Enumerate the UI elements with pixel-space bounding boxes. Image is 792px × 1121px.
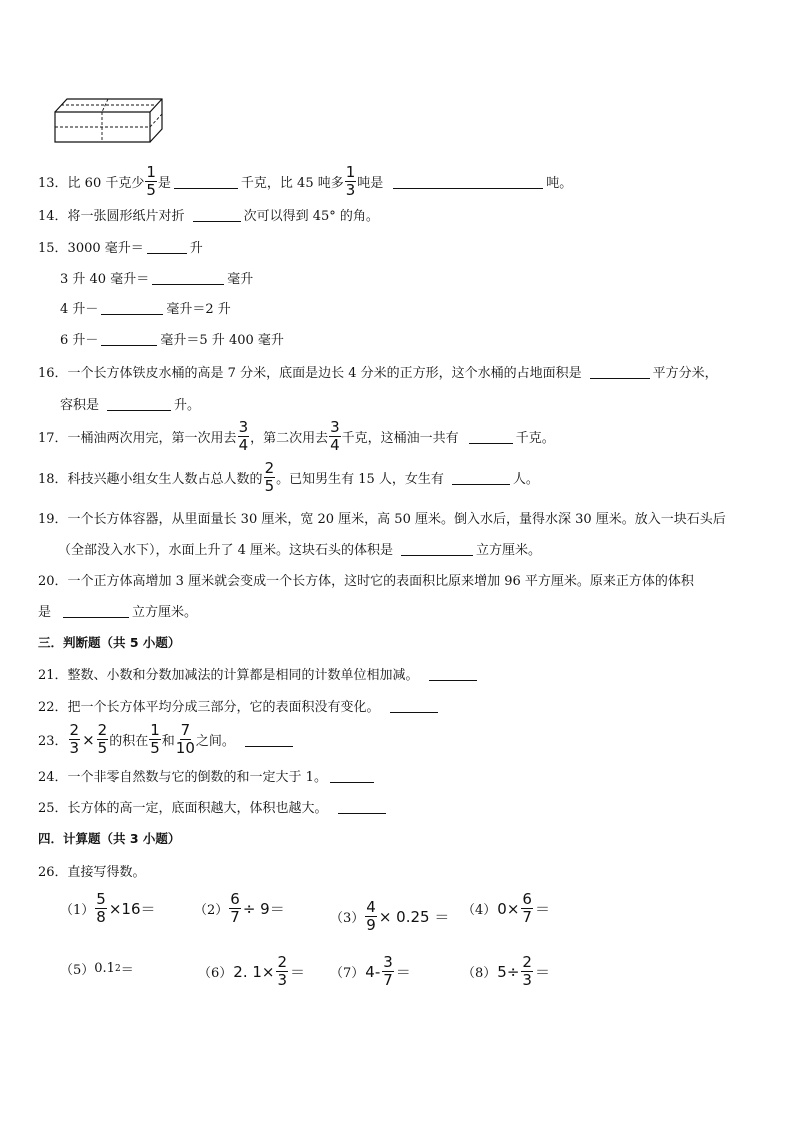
calc-prefix: 2. 1× [233, 962, 275, 981]
question-15-line-2 [60, 268, 253, 287]
q15-l3-text-b: 毫升＝2 升 [166, 302, 231, 317]
frac-num: 2 [69, 721, 80, 739]
q23-text-a: 的积在 [109, 734, 149, 749]
calc-expression: ×16＝ [108, 900, 156, 918]
q23-fraction-3 [149, 723, 161, 756]
frac-num: 4 [366, 898, 376, 916]
calc-label: （6） [198, 966, 233, 981]
q13-text-a: 比 60 千克少 [67, 176, 145, 191]
question-14 [38, 205, 379, 224]
q20-text-c: 立方厘米。 [132, 605, 198, 620]
q15-l4-text-b: 毫升＝5 升 400 毫升 [160, 333, 284, 348]
q16-number: 16． [38, 366, 68, 381]
q20-text-b: 是 [38, 605, 52, 620]
question-15-line-1 [38, 237, 203, 256]
q17-fraction-1 [238, 420, 250, 453]
calc-label: （3） [330, 911, 365, 926]
frac-den: 5 [146, 181, 156, 199]
q13-answer-blank-1[interactable] [174, 174, 238, 189]
q17-number: 17． [38, 431, 68, 446]
q17-text-b: ，第二次用去 [250, 431, 329, 446]
calc-label: （1） [60, 903, 95, 918]
calc-expression: ＝ [395, 963, 411, 981]
q18-text-c: 人。 [512, 472, 539, 487]
calc-expression: ＝ [290, 963, 306, 981]
calc-prefix: 4- [365, 962, 381, 981]
frac-den: 4 [238, 436, 249, 454]
q17-fraction-2 [329, 420, 341, 453]
calc-base: 0.1 [94, 961, 115, 976]
calc-expression: ＝ [534, 963, 550, 981]
q20-text-a: 一个正方体高增加 3 厘米就会变成一个长方体，这时它的表面积比原来增加 96 平方厘米。原来正方体的体积 [67, 574, 694, 589]
q24-number: 24． [38, 770, 68, 785]
q19-text-c: 立方厘米。 [476, 543, 542, 558]
frac-num: 6 [230, 890, 240, 908]
question-15-line-4 [60, 329, 284, 348]
frac-num: 2 [264, 459, 275, 477]
q23-text-c: 之间。 [195, 734, 235, 749]
question-25 [38, 797, 389, 816]
q15-l3-text-a: 4 升－ [60, 302, 99, 317]
q13-fraction-2 [345, 165, 357, 198]
q21-answer-blank[interactable] [429, 666, 477, 681]
calc-item-6 [198, 955, 306, 988]
frac-num: 7 [180, 721, 191, 739]
q13-text-d: 吨是 [357, 176, 384, 191]
question-16-line-1 [38, 362, 718, 381]
q14-number: 14． [38, 209, 68, 224]
q14-text-b: 次可以得到 45° 的角。 [243, 209, 379, 224]
frac-den: 5 [150, 739, 160, 757]
frac-den: 5 [97, 739, 108, 757]
question-16-line-2 [60, 394, 200, 413]
frac-den: 3 [277, 971, 288, 989]
q17-text-c: 千克，这桶油一共有 [341, 431, 459, 446]
frac-num: 2 [97, 721, 108, 739]
question-17 [38, 420, 555, 453]
q23-answer-blank[interactable] [245, 732, 293, 747]
calc-expression: ÷ 9＝ [242, 900, 285, 918]
q22-text: 把一个长方体平均分成三部分，它的表面积没有变化。 [67, 700, 380, 715]
q15-answer-blank-1[interactable] [147, 239, 187, 254]
frac-den: 3 [345, 181, 356, 199]
calc-label: （5） [60, 963, 95, 978]
q16-text-c: 容积是 [60, 398, 100, 413]
q23-fraction-2 [97, 723, 109, 756]
question-13 [38, 165, 572, 198]
q17-text-a: 一桶油两次用完，第一次用去 [67, 431, 237, 446]
question-21 [38, 664, 480, 683]
times-symbol: × [82, 730, 95, 749]
section-3-heading: 三．判断题（共 5 小题） [38, 635, 181, 650]
question-20-line-1 [38, 570, 694, 589]
frac-num: 3 [238, 418, 249, 436]
calc-fraction [229, 892, 241, 925]
calc-item-3 [330, 900, 450, 933]
q20-number: 20． [38, 574, 68, 589]
q13-answer-blank-2[interactable] [393, 174, 543, 189]
frac-den: 10 [175, 739, 195, 757]
q24-answer-blank[interactable] [330, 768, 374, 783]
calc-exponent: 2 [114, 963, 121, 974]
calc-item-1 [60, 892, 156, 925]
q21-text: 整数、小数和分数加减法的计算都是相同的计数单位相加减。 [67, 668, 419, 683]
calc-prefix: 0× [497, 899, 520, 918]
frac-num: 1 [345, 163, 356, 181]
q13-number: 13． [38, 176, 68, 191]
cuboid-figure [50, 94, 166, 146]
q14-answer-blank[interactable] [193, 207, 241, 222]
q22-number: 22． [38, 700, 68, 715]
q25-text: 长方体的高一定，底面积越大，体积也越大。 [67, 801, 328, 816]
q20-answer-blank[interactable] [63, 603, 129, 618]
q23-number: 23． [38, 734, 68, 749]
q23-text-b: 和 [161, 734, 175, 749]
q15-answer-blank-2[interactable] [152, 270, 224, 285]
q17-answer-blank[interactable] [469, 429, 513, 444]
q15-l1-text-b: 升 [189, 241, 203, 256]
q23-fraction-4 [176, 723, 195, 756]
section-4-heading: 四．计算题（共 3 小题） [38, 831, 181, 846]
q19-number: 19． [38, 512, 68, 527]
q18-text-b: 。已知男生有 15 人，女生有 [276, 472, 444, 487]
question-26 [38, 861, 146, 880]
q13-fraction-1 [145, 165, 157, 198]
calc-expression: × 0.25 ＝ [378, 908, 450, 926]
frac-num: 3 [383, 953, 393, 971]
q15-answer-blank-3[interactable] [101, 300, 163, 315]
question-15-line-3 [60, 298, 231, 317]
q15-l4-text-a: 6 升－ [60, 333, 99, 348]
q19-answer-blank[interactable] [401, 541, 473, 556]
q19-text-b: （全部没入水下），水面上升了 4 厘米。这块石头的体积是 [58, 543, 394, 558]
q13-text-b: 是 [157, 176, 171, 191]
frac-den: 5 [264, 477, 275, 495]
calc-label: （4） [462, 903, 497, 918]
calc-label: （2） [194, 903, 229, 918]
question-24 [38, 766, 377, 785]
frac-num: 1 [150, 721, 160, 739]
frac-num: 1 [146, 163, 156, 181]
frac-den: 7 [383, 971, 393, 989]
frac-num: 3 [330, 418, 340, 436]
q22-answer-blank[interactable] [390, 698, 438, 713]
frac-num: 2 [277, 953, 288, 971]
q15-l2-text-a: 3 升 40 毫升＝ [60, 272, 150, 287]
question-19-line-2 [58, 539, 541, 558]
q25-number: 25． [38, 801, 68, 816]
q17-text-d: 千克。 [515, 431, 555, 446]
frac-den: 8 [96, 908, 106, 926]
calc-fraction [95, 892, 107, 925]
q18-fraction [264, 461, 276, 494]
q24-text: 一个非零自然数与它的倒数的和一定大于 1。 [67, 770, 327, 785]
q21-number: 21． [38, 668, 68, 683]
calc-item-2 [194, 892, 286, 925]
q19-text-a: 一个长方体容器，从里面量长 30 厘米，宽 20 厘米，高 50 厘米。倒入水后，量得水深 30 厘米。放入一块石头后 [67, 512, 726, 527]
calc-expression: ＝ [534, 900, 550, 918]
calc-fraction [276, 955, 288, 988]
q14-text-a: 将一张圆形纸片对折 [67, 209, 185, 224]
question-23 [38, 723, 296, 756]
calc-item-8 [462, 955, 551, 988]
q15-l1-text-a: 3000 毫升＝ [67, 241, 144, 256]
calc-fraction [521, 892, 533, 925]
q16-text-b: 平方分米， [652, 366, 718, 381]
calc-label: （7） [330, 966, 365, 981]
question-18 [38, 461, 539, 494]
frac-den: 7 [230, 908, 240, 926]
q16-text-a: 一个长方体铁皮水桶的高是 7 分米，底面是边长 4 分米的正方形，这个水桶的占地面积是 [67, 366, 582, 381]
calc-label: （8） [462, 966, 497, 981]
q25-answer-blank[interactable] [338, 799, 386, 814]
question-22 [38, 696, 441, 715]
calc-expression: ＝ [120, 963, 134, 978]
calc-item-7 [330, 955, 412, 988]
question-19-line-1 [38, 508, 726, 527]
q26-number: 26． [38, 865, 68, 880]
question-20-line-2 [38, 601, 197, 620]
frac-num: 2 [522, 953, 532, 971]
calc-prefix: 5÷ [497, 962, 520, 981]
calc-item-4 [462, 892, 551, 925]
frac-num: 5 [96, 890, 106, 908]
frac-den: 4 [330, 436, 340, 454]
q16-answer-blank-1[interactable] [590, 364, 650, 379]
q18-answer-blank[interactable] [452, 470, 510, 485]
q18-text-a: 科技兴趣小组女生人数占总人数的 [67, 472, 263, 487]
frac-den: 3 [69, 739, 80, 757]
q23-fraction-1 [69, 723, 81, 756]
frac-num: 6 [522, 890, 532, 908]
frac-den: 3 [522, 971, 532, 989]
calc-item-5 [60, 959, 134, 978]
calc-fraction [382, 955, 394, 988]
calc-fraction [521, 955, 533, 988]
q18-number: 18． [38, 472, 68, 487]
q13-text-c: 千克，比 45 吨多 [240, 176, 344, 191]
q13-text-e: 吨。 [546, 176, 573, 191]
q15-l2-text-b: 毫升 [227, 272, 254, 287]
q16-text-d: 升。 [174, 398, 201, 413]
q16-answer-blank-2[interactable] [107, 396, 171, 411]
q15-number: 15． [38, 241, 68, 256]
frac-den: 7 [522, 908, 532, 926]
q26-text: 直接写得数。 [67, 865, 146, 880]
q15-answer-blank-4[interactable] [101, 331, 157, 346]
frac-den: 9 [366, 916, 376, 934]
calc-fraction [365, 900, 377, 933]
